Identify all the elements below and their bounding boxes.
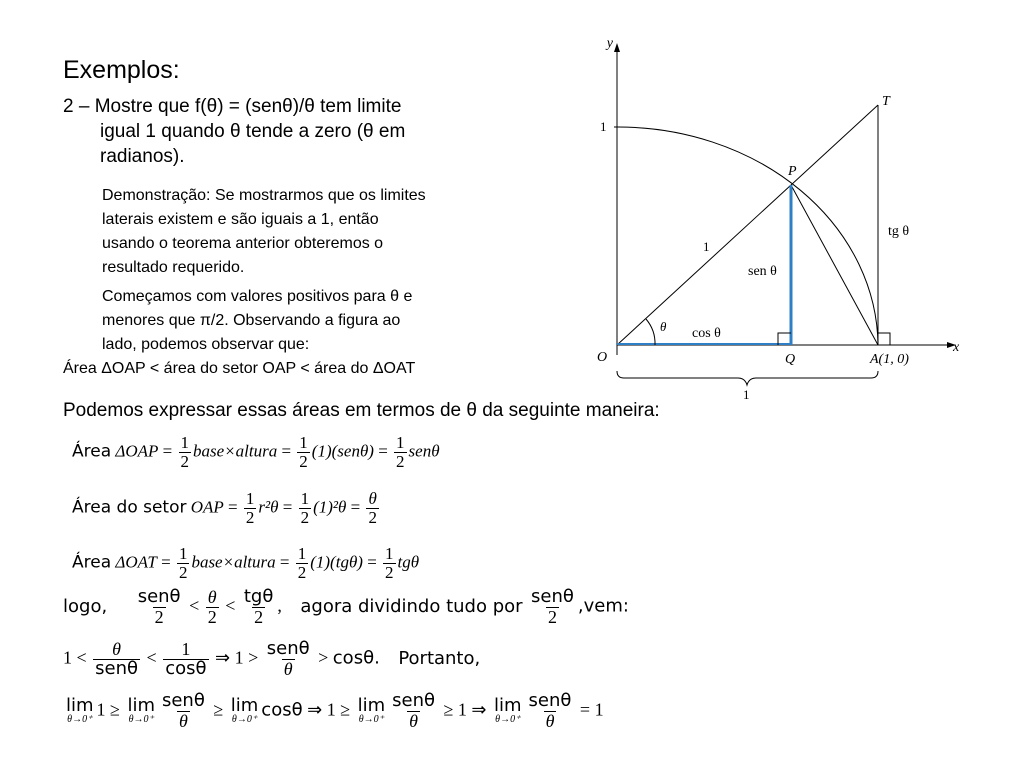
eq5-portanto: Portanto, (398, 647, 481, 669)
eq6-frac-b: $\frac{\text{senθ}}{\theta}$ (392, 690, 436, 731)
eq6-final: 1 (594, 699, 604, 720)
start-line-1: Começamos com valores positivos para θ e (102, 288, 413, 305)
equation-area-triangle-oap: Área ΔOAP = $\frac{1}{2}$ base×altura = $\frac{1}{2}$ (1)(senθ) = $\frac{1}{2}$ senθ (72, 433, 440, 471)
theta-arc (646, 319, 655, 345)
eq3-half-a: $\frac{1}{2}$ (178, 544, 188, 582)
heading: Exemplos: (63, 56, 180, 84)
start-paragraph (102, 285, 412, 357)
eq1-last: senθ (408, 441, 440, 461)
eq4-text: agora dividindo tudo por (300, 595, 523, 617)
eq5-theta-over-sen: $\frac{\theta}{\text{senθ}}$ (95, 639, 139, 679)
demo-line-1: Demonstração: Se mostrarmos que os limites (102, 187, 426, 204)
point-Q-label: Q (785, 352, 796, 367)
eq1-half-c: $\frac{1}{2}$ (396, 433, 405, 471)
equation-inequality: 1 < $\frac{\theta}{\text{senθ}}$ < $\frac{1}{\cos\theta}$ ⇒ 1 > $\frac{\text{senθ}}{\theta}$ > cosθ. Portanto, (63, 638, 481, 679)
eq3-lhs: ΔOAT (115, 552, 157, 572)
eq3-mid: (1)(tgθ) (310, 552, 363, 572)
problem-line-3: radianos). (100, 146, 185, 167)
eq6-lim-a: lim θ→0⁺ (66, 695, 94, 726)
eq1-half-b: $\frac{1}{2}$ (299, 433, 308, 471)
eq2-lhs: OAP (190, 497, 224, 517)
eq2-theta-half: $\frac{\theta}{2}$ (368, 489, 377, 527)
bottom-one-label: 1 (743, 387, 750, 402)
demonstration (102, 184, 426, 280)
eq6-lim-c: lim θ→0⁺ (230, 695, 259, 726)
point-A-label: A(1, 0) (870, 352, 909, 367)
eq1-lhs: ΔOAP (115, 441, 159, 461)
eq3-last: tgθ (397, 552, 420, 572)
x-axis-label: x (953, 340, 960, 355)
tangent-label: tg θ (888, 224, 910, 239)
eq4-theta-half: $\frac{\theta}{2}$ (207, 587, 217, 627)
eq4-tg-half: $\frac{\text{tgθ}}{2}$ (243, 586, 274, 627)
y-axis-arrow (614, 43, 620, 52)
eq4-divisor: $\frac{\text{senθ}}{2}$ (531, 586, 574, 627)
demo-line-3: usando o teorema anterior obteremos o (102, 235, 384, 252)
chord-PA (791, 185, 878, 345)
radius-one-label: 1 (703, 239, 710, 254)
eq6-cos: cosθ (261, 699, 303, 721)
eq3-half-b: $\frac{1}{2}$ (297, 544, 307, 582)
equation-area-sector-oap: Área do setor OAP = $\frac{1}{2}$ r²θ = $\frac{1}{2}$ (1)²θ = $\frac{\theta}{2}$ (72, 489, 377, 527)
eq6-lim-d: lim θ→0⁺ (357, 695, 386, 726)
equation-area-triangle-oat: Área ΔOAT = $\frac{1}{2}$ base×altura = $\frac{1}{2}$ (1)(tgθ) = $\frac{1}{2}$ tgθ (72, 544, 420, 582)
eq2-r: r²θ (258, 497, 279, 517)
eq5-tail: cosθ. (332, 647, 380, 669)
start-line-2: menores que π/2. Observando a figura ao (102, 312, 401, 329)
area-comparison: Área ΔOAP < área do setor OAP < área do ΔOAT (63, 360, 416, 377)
eq3-half-c: $\frac{1}{2}$ (385, 544, 394, 582)
point-O-label: O (597, 350, 608, 365)
eq5-one-b: 1 (234, 647, 244, 668)
eq6-one-c: 1 (457, 699, 467, 720)
eq2-mid: (1)²θ (313, 497, 347, 517)
eq6-frac-a: $\frac{\text{senθ}}{\theta}$ (161, 690, 205, 731)
start-line-3: lado, podemos observar que: (102, 336, 310, 353)
eq5-one-a: 1 (63, 647, 72, 668)
point-T-label: T (882, 94, 890, 109)
cosine-label: cos θ (692, 326, 721, 341)
point-P-label: P (788, 164, 797, 179)
eq4-vem: ,vem: (577, 595, 629, 617)
eq2-half-a: $\frac{1}{2}$ (245, 489, 255, 527)
right-angle-A (878, 333, 890, 345)
eq6-one-b: 1 (326, 699, 336, 720)
eq6-lim-e: lim θ→0⁺ (494, 695, 522, 726)
unit-arc (617, 127, 878, 345)
demo-line-4: resultado requerido. (102, 259, 245, 276)
express-sentence: Podemos expressar essas áreas em termos de θ da seguinte maneira: (63, 400, 660, 421)
eq1-mid: (1)(senθ) (311, 441, 374, 461)
eq1-base: base×altura (193, 441, 278, 461)
problem-line-2: igual 1 quando θ tende a zero (θ em (100, 121, 406, 142)
eq3-base: base×altura (191, 552, 276, 572)
eq6-frac-c: $\frac{\text{senθ}}{\theta}$ (528, 690, 572, 731)
eq5-one-over-cos: $\frac{1}{\cos\theta}$ (165, 639, 207, 679)
theta-label: θ (660, 319, 667, 334)
eq1-label: Área (72, 441, 112, 462)
eq1-half-a: $\frac{1}{2}$ (180, 433, 189, 471)
equation-logo: logo, $\frac{\text{senθ}}{2}$ < $\frac{\theta}{2}$ < $\frac{\text{tgθ}}{2}$ , agora dividindo tudo por $\frac{\text{senθ}}{2}$ ,vem: (63, 586, 629, 627)
unit-circle-figure (560, 35, 980, 405)
equation-limits: lim θ→0⁺ 1 ≥ lim θ→0⁺ $\frac{\text{senθ}}{\theta}$ ≥ lim θ→0⁺ cosθ ⇒ 1 ≥ lim θ→0⁺ $\frac{\text{senθ}}{\theta}$ ≥ 1 ⇒ lim θ→0⁺ $\frac{\text{senθ}}{\theta}$ = 1 (66, 690, 604, 731)
eq2-half-b: $\frac{1}{2}$ (300, 489, 310, 527)
eq4-sen-half: $\frac{\text{senθ}}{2}$ (137, 586, 181, 627)
eq3-label: Área (72, 552, 112, 573)
sine-label: sen θ (748, 264, 777, 279)
y-one-label: 1 (600, 119, 607, 134)
y-axis-label: y (606, 36, 613, 51)
demo-line-2: laterais existem e são iguais a 1, então (102, 211, 379, 228)
bottom-brace (617, 371, 878, 385)
eq4-logo: logo, (63, 595, 108, 617)
eq6-lim-b: lim θ→0⁺ (127, 695, 155, 726)
radius-to-T (617, 105, 878, 345)
problem-statement (63, 94, 405, 169)
eq5-sen-over-theta: $\frac{\text{senθ}}{\theta}$ (266, 638, 310, 679)
eq2-label: Área do setor (72, 497, 187, 518)
eq6-one-a: 1 (96, 699, 106, 720)
problem-line-1: 2 – Mostre que f(θ) = (senθ)/θ tem limite (63, 96, 402, 117)
